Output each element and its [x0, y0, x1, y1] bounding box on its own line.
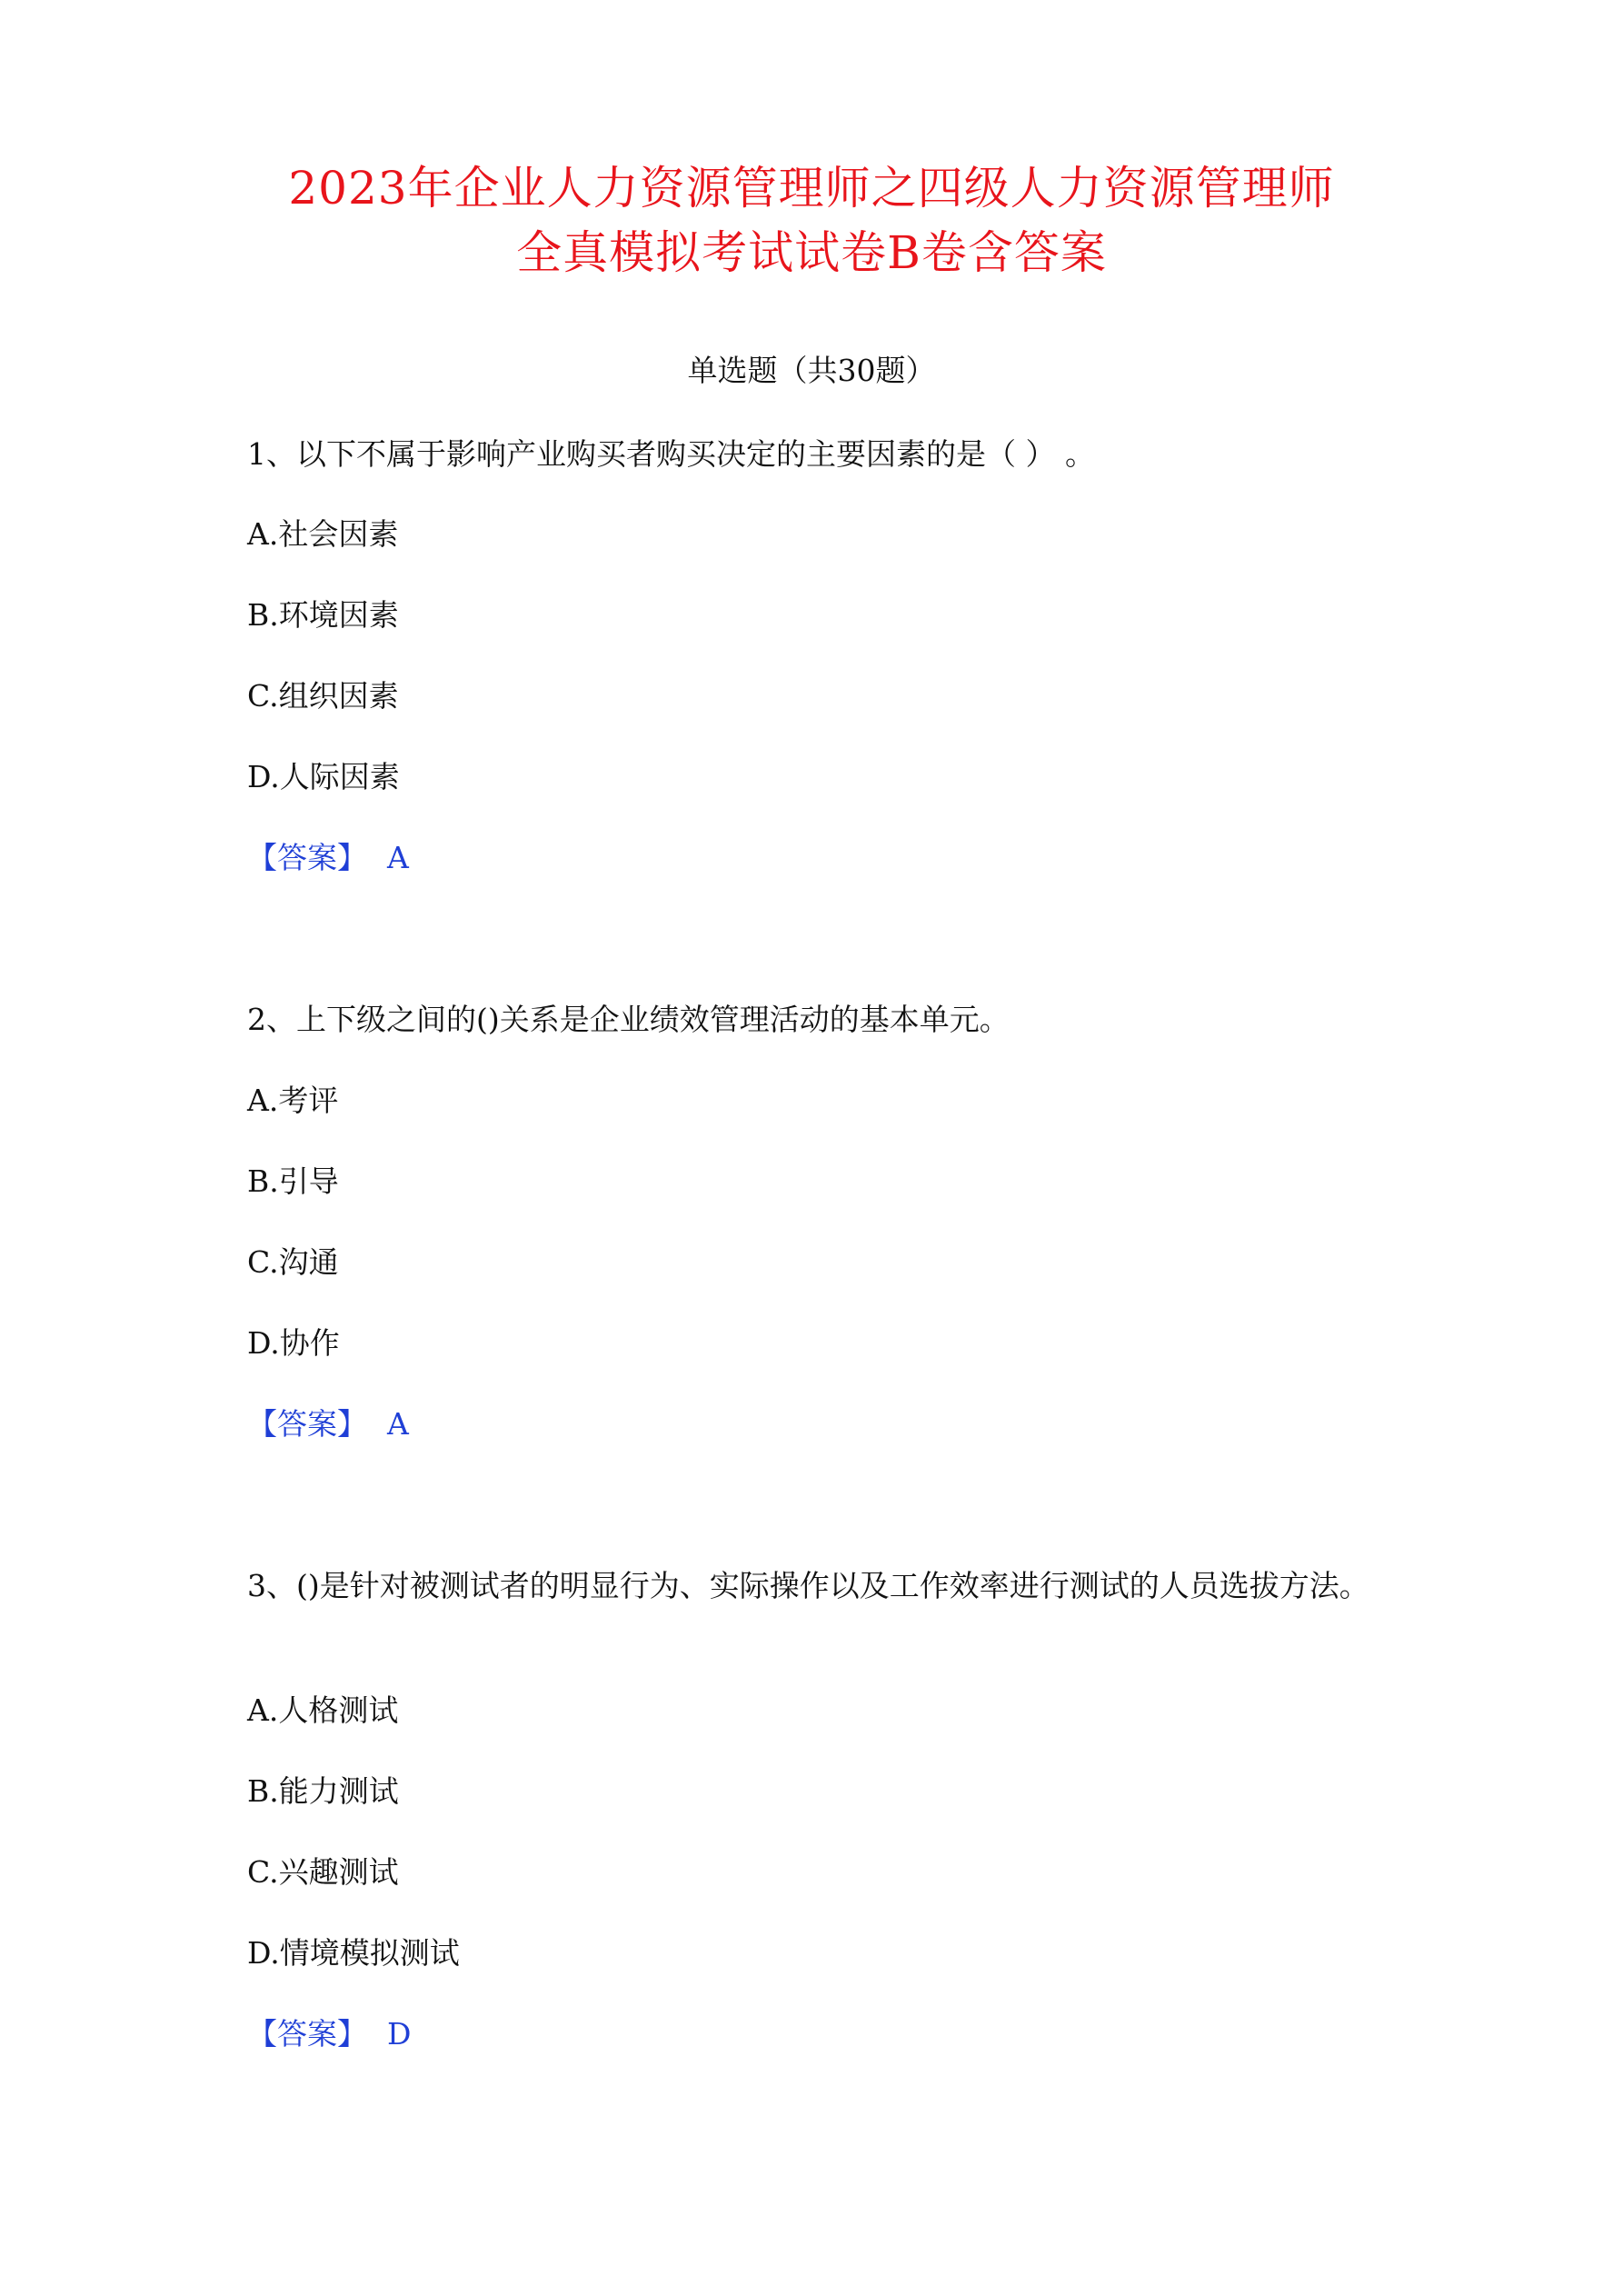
question-1-option-d: D.人际因素 [247, 759, 400, 794]
question-2-option-d: D.协作 [247, 1325, 340, 1361]
answer-tag: 【答案】 [247, 840, 367, 875]
question-2-option-c: C.沟通 [247, 1244, 339, 1280]
question-1-text: 1、以下不属于影响产业购买者购买决定的主要因素的是（ ） 。 [247, 436, 1095, 472]
answer-value: A [387, 1406, 409, 1442]
question-1-option-b: B.环境因素 [247, 597, 399, 633]
question-3-option-d: D.情境模拟测试 [247, 1935, 460, 1971]
question-3-answer [247, 2014, 411, 2054]
question-2-text: 2、上下级之间的()关系是企业绩效管理活动的基本单元。 [247, 1002, 1010, 1037]
question-1-option-c: C.组织因素 [247, 678, 399, 714]
section-heading: 单选题（共30题） [687, 353, 936, 388]
answer-value: D [387, 2016, 412, 2051]
question-2-option-a: A.考评 [247, 1083, 339, 1118]
document-title-line-2: 全真模拟考试试卷B卷含答案 [516, 226, 1107, 279]
question-3-text: 3、()是针对被测试者的明显行为、实际操作以及工作效率进行测试的人员选拔方法。 [247, 1568, 1369, 1603]
question-2-answer [247, 1404, 409, 1444]
question-3-option-b: B.能力测试 [247, 1773, 399, 1809]
question-1-option-a: A.社会因素 [247, 516, 399, 552]
answer-value: A [387, 840, 409, 875]
question-3-option-c: C.兴趣测试 [247, 1854, 399, 1890]
question-1-answer [247, 838, 409, 878]
question-2-option-b: B.引导 [247, 1163, 339, 1199]
document-title-line-1: 2023年企业人力资源管理师之四级人力资源管理师 [288, 162, 1335, 215]
question-3-option-a: A.人格测试 [247, 1692, 399, 1728]
answer-tag: 【答案】 [247, 2016, 367, 2051]
answer-tag: 【答案】 [247, 1406, 367, 1442]
